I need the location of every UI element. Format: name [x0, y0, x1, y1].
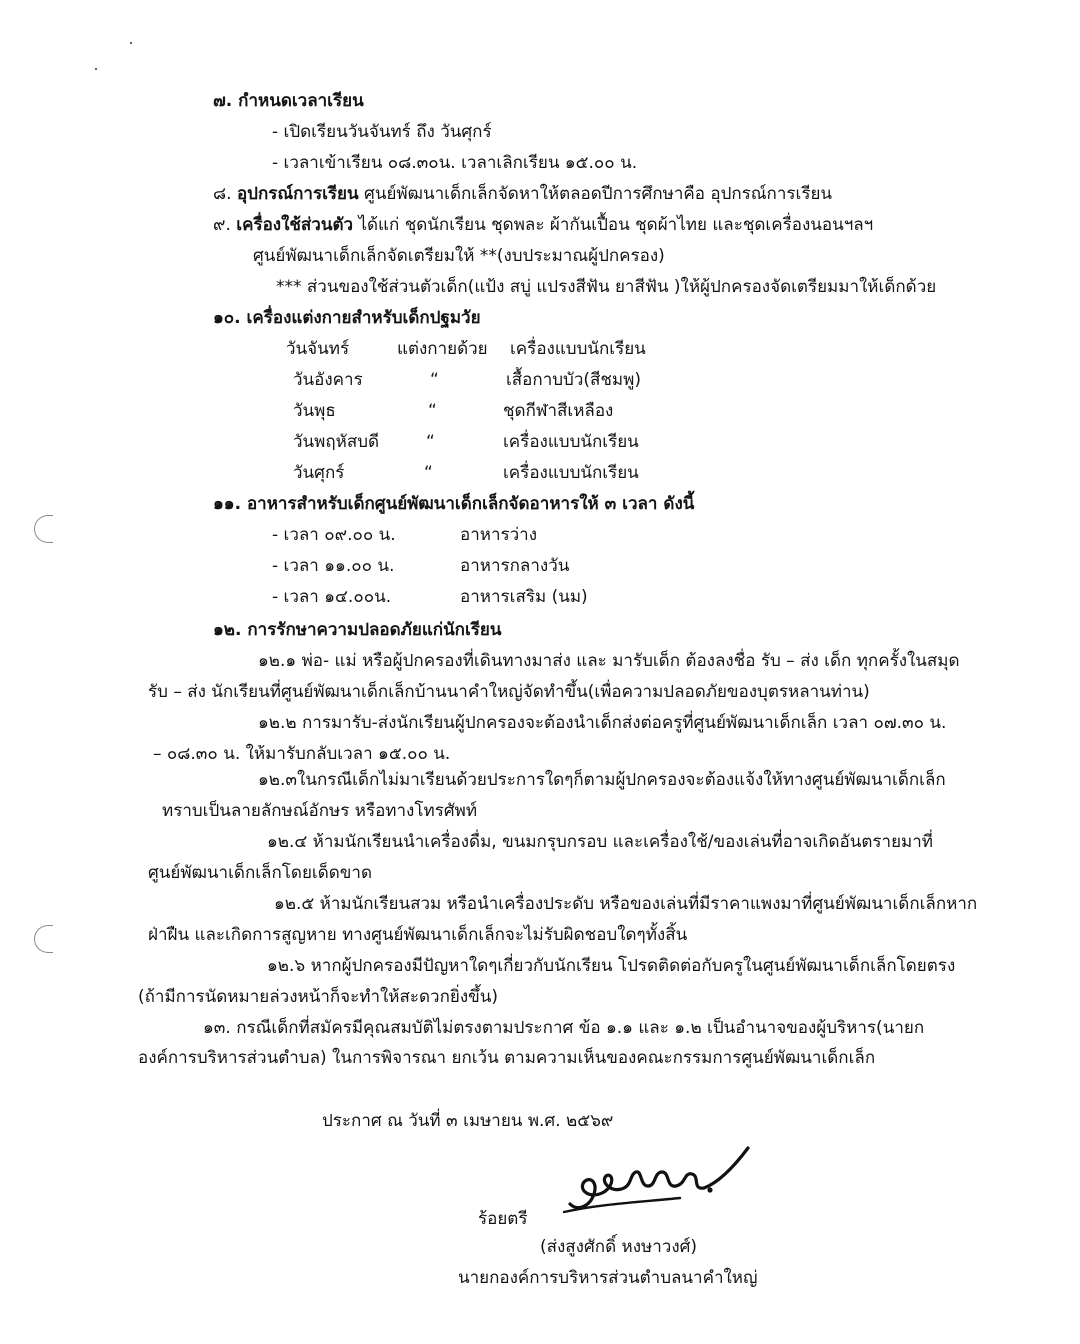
section-12-6-line: (ถ้ามีการนัดหมายล่วงหน้าก็จะทำให้สะดวกยิ่งขึ้น)	[138, 987, 499, 1007]
section-10-heading: ๑๐. เครื่องแต่งกายสำหรับเด็กปฐมวัย	[213, 308, 481, 328]
dress-day: วันอังคาร	[293, 370, 363, 390]
dress-day: วันพฤหัสบดี	[293, 432, 380, 452]
section-8-text: ศูนย์พัฒนาเด็กเล็กจัดหาให้ตลอดปีการศึกษาคือ อุปกรณ์การเรียน	[364, 184, 833, 204]
section-12-2-line: – ๐๘.๓๐ น. ให้มารับกลับเวลา ๑๕.๐๐ น.	[153, 744, 451, 764]
section-7-item: - เวลาเข้าเรียน ๐๘.๓๐น. เวลาเลิกเรียน ๑๕.๐๐ น.	[272, 153, 638, 173]
announcement-date: ประกาศ ณ วันที่ ๓ เมษายน พ.ศ. ๒๕๖๙	[322, 1111, 614, 1131]
section-8-title: อุปกรณ์การเรียน	[236, 184, 359, 204]
dress-connector: “	[430, 370, 439, 390]
section-12-2-line: ๑๒.๒ การมารับ-ส่งนักเรียนผู้ปกครองจะต้องนำเด็กส่งต่อครูที่ศูนย์พัฒนาเด็กเล็ก เวลา ๐๗.๓๐ น.	[258, 713, 947, 733]
meal-time: - เวลา ๐๙.๐๐ น.	[272, 525, 396, 545]
meal-name: อาหารกลางวัน	[460, 556, 570, 576]
section-9-line-2: ศูนย์พัฒนาเด็กเล็กจัดเตรียมให้ **(งบประมาณผู้ปกครอง)	[253, 246, 665, 266]
section-9-text: ได้แก่ ชุดนักเรียน ชุดพละ ผ้ากันเปื้อน ชุดผ้าไทย และชุดเครื่องนอนฯลฯ	[358, 215, 874, 235]
dress-type: เสื้อกาบบัว(สีชมพู)	[506, 370, 641, 390]
signer-rank: ร้อยตรี	[478, 1209, 528, 1229]
section-12-4-line: ศูนย์พัฒนาเด็กเล็กโดยเด็ดขาด	[148, 863, 372, 883]
section-11-heading: ๑๑. อาหารสำหรับเด็กศูนย์พัฒนาเด็กเล็กจัดอาหารให้ ๓ เวลา ดังนี้	[213, 494, 695, 514]
section-7-item: - เปิดเรียนวันจันทร์ ถึง วันศุกร์	[272, 122, 492, 142]
dress-type: เครื่องแบบนักเรียน	[503, 463, 639, 483]
dress-connector: “	[424, 463, 433, 483]
section-9-title: เครื่องใช้ส่วนตัว	[236, 215, 354, 235]
punch-hole-mark	[34, 925, 53, 953]
section-9-line	[213, 214, 873, 236]
dress-connector: “	[428, 401, 437, 421]
dress-connector: “	[426, 432, 435, 452]
section-12-5-line: ฝ่าฝืน และเกิดการสูญหาย ทางศูนย์พัฒนาเด็กเล็กจะไม่รับผิดชอบใดๆทั้งสิ้น	[148, 925, 688, 945]
dress-day: วันจันทร์	[286, 339, 350, 359]
section-12-5-line: ๑๒.๕ ห้ามนักเรียนสวม หรือนำเครื่องประดับ หรือของเล่นที่มีราคาแพงมาที่ศูนย์พัฒนาเด็กเล็กหาก	[274, 894, 978, 914]
section-9-note: *** ส่วนของใช้ส่วนตัวเด็ก(แป้ง สบู่ แปรงสีฟัน ยาสีฟัน )ให้ผู้ปกครองจัดเตรียมมาให้เด็กด้วย	[276, 277, 937, 297]
section-8-line	[213, 183, 832, 205]
section-8-number: ๘.	[213, 184, 232, 204]
scan-speck	[130, 42, 132, 44]
scan-speck	[95, 68, 97, 70]
section-9-number: ๙.	[213, 215, 231, 235]
signer-title: นายกองค์การบริหารส่วนตำบลนาคำใหญ่	[458, 1268, 758, 1288]
dress-day: วันศุกร์	[293, 463, 345, 483]
signer-name: (ส่งสูงศักดิ์ หงษาวงศ์)	[540, 1237, 698, 1257]
dress-day: วันพุธ	[293, 401, 336, 421]
section-12-heading: ๑๒. การรักษาความปลอดภัยแก่นักเรียน	[213, 620, 502, 640]
section-12-3-line: ๑๒.๓ในกรณีเด็กไม่มาเรียนด้วยประการใดๆก็ตามผู้ปกครองจะต้องแจ้งให้ทางศูนย์พัฒนาเด็กเล็ก	[258, 770, 946, 790]
section-12-1-line: ๑๒.๑ พ่อ- แม่ หรือผู้ปกครองที่เดินทางมาส่ง และ มารับเด็ก ต้องลงชื่อ รับ – ส่ง เด็ก ทุกครั้งในสมุด	[258, 651, 960, 671]
meal-time: - เวลา ๑๑.๐๐ น.	[272, 556, 395, 576]
dress-type: ชุดกีฬาสีเหลือง	[503, 401, 614, 421]
section-12-3-line: ทราบเป็นลายลักษณ์อักษร หรือทางโทรศัพท์	[162, 801, 478, 821]
meal-time: - เวลา ๑๔.๐๐น.	[272, 587, 392, 607]
section-13-line: องค์การบริหารส่วนตำบล) ในการพิจารณา ยกเว้น ตามความเห็นของคณะกรรมการศูนย์พัฒนาเด็กเล็ก	[138, 1048, 876, 1068]
dress-connector: แต่งกายด้วย	[397, 339, 488, 359]
dress-type: เครื่องแบบนักเรียน	[503, 432, 639, 452]
section-12-1-line: รับ – ส่ง นักเรียนที่ศูนย์พัฒนาเด็กเล็กบ้านนาคำใหญ่จัดทำขึ้น(เพื่อความปลอดภัยของบุตรหลานท่าน)	[148, 682, 870, 702]
section-13-line: ๑๓. กรณีเด็กที่สมัครมีคุณสมบัติไม่ตรงตามประกาศ ข้อ ๑.๑ และ ๑.๒ เป็นอำนาจของผู้บริหาร(นายก	[203, 1018, 925, 1038]
dress-type: เครื่องแบบนักเรียน	[510, 339, 646, 359]
punch-hole-mark	[34, 515, 53, 543]
section-12-4-line: ๑๒.๔ ห้ามนักเรียนนำเครื่องดื่ม, ขนมกรุบกรอบ และเครื่องใช้/ของเล่นที่อาจเกิดอันตรายมาที่	[267, 832, 934, 852]
meal-name: อาหารว่าง	[460, 525, 538, 545]
section-12-6-line: ๑๒.๖ หากผู้ปกครองมีปัญหาใดๆเกี่ยวกับนักเรียน โปรดติดต่อกับครูในศูนย์พัฒนาเด็กเล็กโดยตรง	[267, 956, 956, 976]
handwritten-signature	[560, 1142, 760, 1228]
section-7-heading: ๗. กำหนดเวลาเรียน	[213, 91, 364, 111]
meal-name: อาหารเสริม (นม)	[460, 587, 588, 607]
